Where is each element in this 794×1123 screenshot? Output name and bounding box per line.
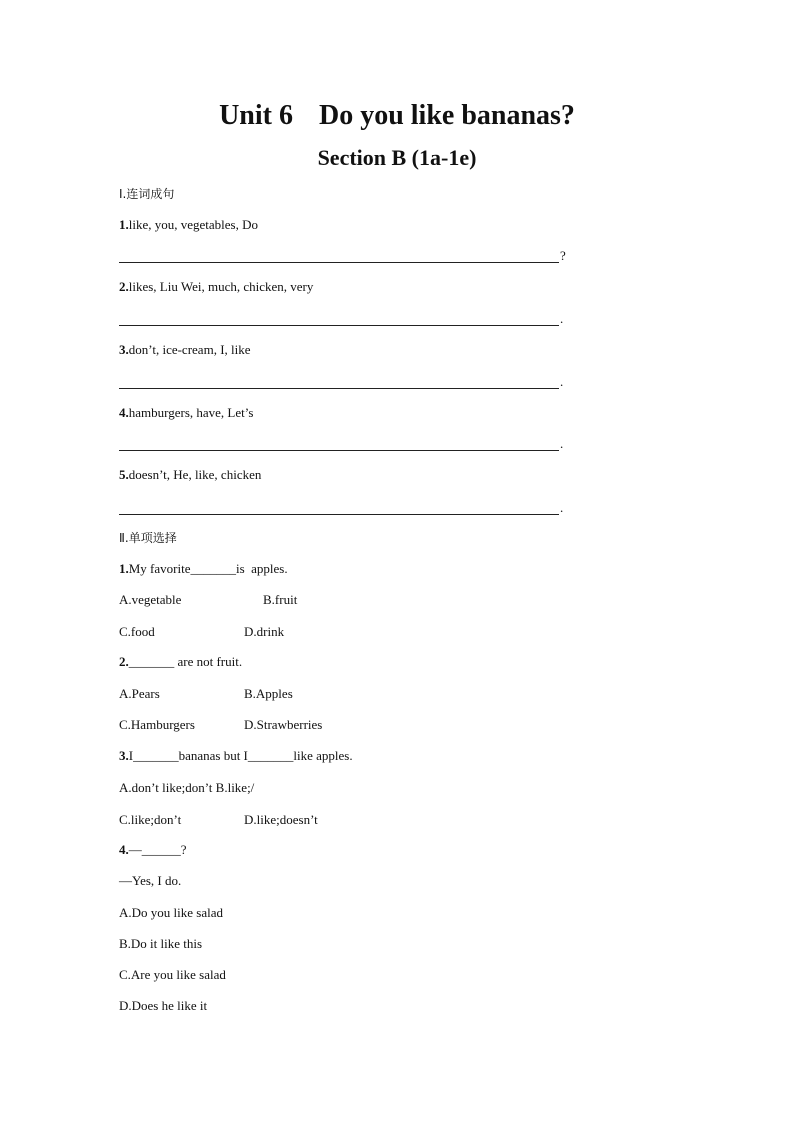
section-2-heading: Ⅱ.单项选择 bbox=[119, 531, 177, 545]
item-words: hamburgers, have, Let’s bbox=[128, 405, 254, 420]
s2-q4-option-b[interactable]: B.Do it like this bbox=[119, 936, 203, 951]
unit-label: Unit 6 bbox=[219, 100, 293, 131]
question-text: My favorite_______is apples. bbox=[128, 561, 288, 576]
s2-q4-option-d[interactable]: D.Does he like it bbox=[119, 998, 208, 1013]
item-words: likes, Liu Wei, much, chicken, very bbox=[128, 279, 314, 294]
item-number: 2. bbox=[119, 279, 129, 294]
s2-q4-option-a[interactable]: A.Do you like salad bbox=[119, 905, 223, 920]
item-number: 1. bbox=[119, 217, 129, 232]
question-number: 4. bbox=[119, 842, 129, 857]
s1-end-mark-1: ? bbox=[560, 248, 566, 263]
s2-q2-option-c[interactable]: C.Hamburgers bbox=[119, 717, 195, 732]
s2-q1-option-c[interactable]: C.food bbox=[119, 624, 155, 639]
item-number: 5. bbox=[119, 467, 129, 482]
s2-q3-option-c[interactable]: C.like;don’t bbox=[119, 812, 182, 827]
page-title bbox=[0, 100, 794, 132]
item-words: doesn’t, He, like, chicken bbox=[128, 467, 262, 482]
s1-item-2 bbox=[119, 279, 313, 295]
s1-answer-line-1[interactable] bbox=[119, 250, 559, 263]
question-text: I_______bananas but I_______like apples. bbox=[128, 748, 353, 763]
question-number: 3. bbox=[119, 748, 129, 763]
s1-end-mark-2: . bbox=[560, 311, 564, 326]
s2-q2-option-a[interactable]: A.Pears bbox=[119, 686, 160, 701]
s2-q1-option-a[interactable]: A.vegetable bbox=[119, 592, 182, 607]
s1-item-3 bbox=[119, 342, 251, 358]
s2-question-3 bbox=[119, 748, 353, 764]
question-number: 1. bbox=[119, 561, 129, 576]
s1-answer-line-2[interactable] bbox=[119, 313, 559, 326]
s2-question-2 bbox=[119, 654, 242, 670]
s1-answer-line-3[interactable] bbox=[119, 376, 559, 389]
s1-answer-line-5[interactable] bbox=[119, 502, 559, 515]
s2-q4-option-c[interactable]: C.Are you like salad bbox=[119, 967, 226, 982]
item-words: don’t, ice-cream, I, like bbox=[128, 342, 251, 357]
page-subtitle: Section B (1a-1e) bbox=[317, 145, 477, 170]
item-words: like, you, vegetables, Do bbox=[128, 217, 258, 232]
s2-q3-options-ab[interactable]: A.don’t like;don’t B.like;/ bbox=[119, 780, 255, 795]
s2-q3-option-d[interactable]: D.like;doesn’t bbox=[244, 812, 318, 827]
s1-end-mark-4: . bbox=[560, 436, 564, 451]
section-1-heading: Ⅰ.连词成句 bbox=[119, 187, 175, 201]
item-number: 3. bbox=[119, 342, 129, 357]
question-text: —______? bbox=[128, 842, 187, 857]
s2-q2-option-b[interactable]: B.Apples bbox=[244, 686, 293, 701]
s1-answer-line-4[interactable] bbox=[119, 438, 559, 451]
question-text: _______ are not fruit. bbox=[128, 654, 243, 669]
s1-end-mark-5: . bbox=[560, 500, 564, 515]
unit-question: Do you like bananas? bbox=[318, 100, 575, 131]
s1-end-mark-3: . bbox=[560, 374, 564, 389]
s1-item-1 bbox=[119, 217, 258, 233]
s2-question-1 bbox=[119, 561, 288, 577]
question-number: 2. bbox=[119, 654, 129, 669]
s2-q1-option-d[interactable]: D.drink bbox=[244, 624, 285, 639]
item-number: 4. bbox=[119, 405, 129, 420]
s1-item-5 bbox=[119, 467, 261, 483]
s2-question-4 bbox=[119, 842, 187, 858]
s2-q4-reply: —Yes, I do. bbox=[119, 873, 182, 888]
s2-q1-option-b[interactable]: B.fruit bbox=[263, 592, 298, 607]
s2-q2-option-d[interactable]: D.Strawberries bbox=[244, 717, 323, 732]
s1-item-4 bbox=[119, 405, 253, 421]
